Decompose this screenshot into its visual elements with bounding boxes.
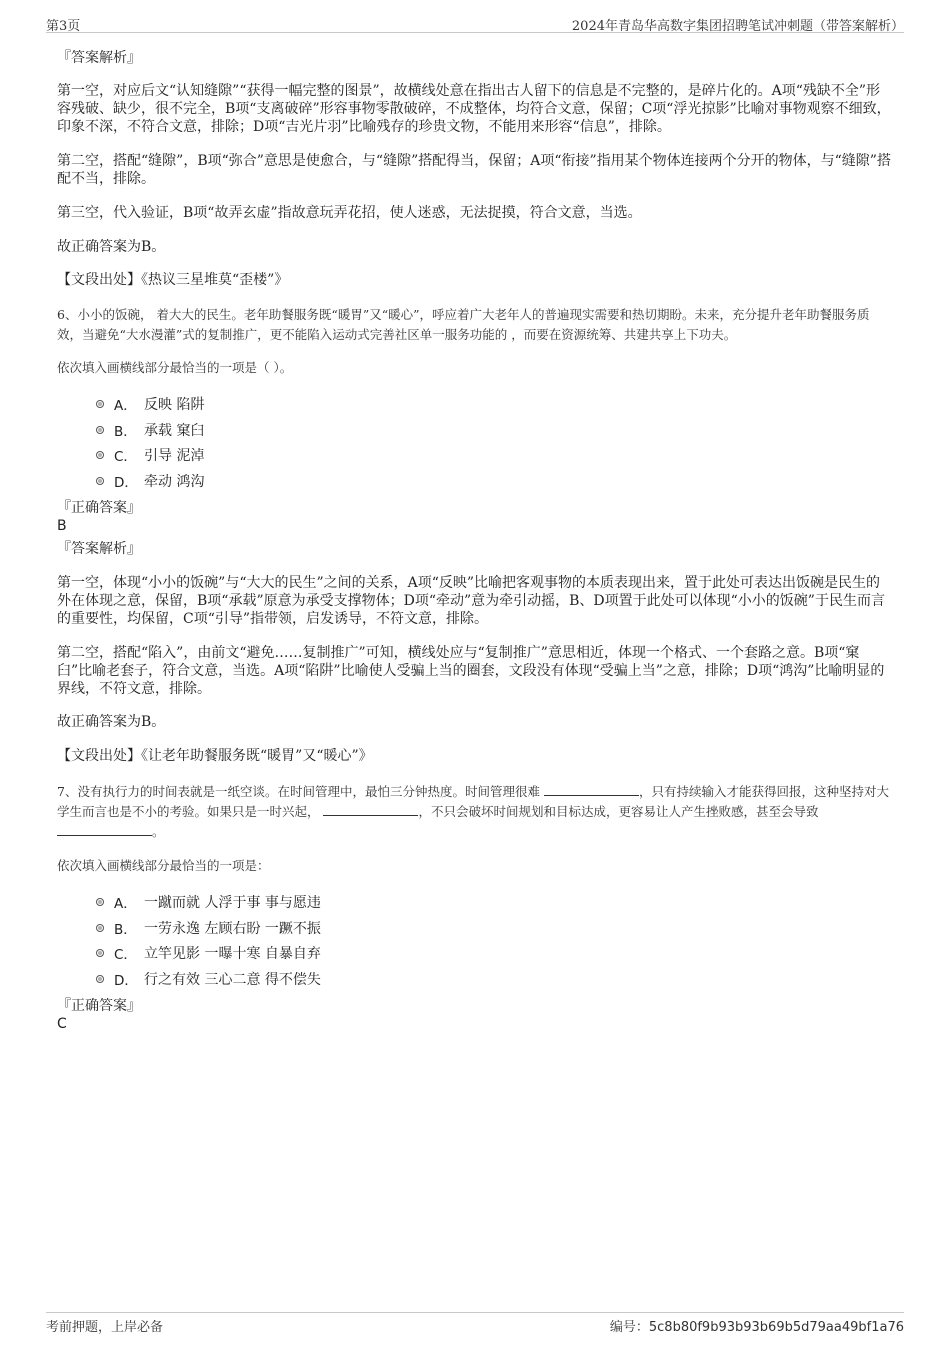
q6-source: 【文段出处】《让老年助餐服务既“暖胃”又“暖心”》 bbox=[57, 748, 373, 764]
option-letter: D． bbox=[114, 973, 138, 989]
q5-analysis-para2: 第二空，搭配“缝隙”，B项“弥合”意思是使愈合，与“缝隙”搭配得当，保留；A项“衔接”指用某个物体连接两个分开的物体，与“缝隙”搭配不当，排除。 bbox=[57, 153, 891, 187]
option-text: 行之有效 三心二意 得不偿失 bbox=[144, 972, 321, 988]
fill-blank bbox=[544, 783, 639, 796]
q6-analysis-para1: 第一空，体现“小小的饭碗”与“大大的民生”之间的关系，A项“反映”比喻把客观事物的本质表现出来，置于此处可表达出饭碗是民生的外在体现之意，保留，B项“承载”原意为承受支撑物体；D项“牵动”意为牵引动摇，B、D项置于此处可以体现“小小的饭碗”于民生而言的重要性，均保留，C项“引导”指带领，启发诱导，不符文意，排除。 bbox=[57, 575, 885, 627]
radio-icon[interactable] bbox=[96, 949, 104, 957]
q6-question: 6、小小的饭碗， 着大大的民生。老年助餐服务既“暖胃”又“暖心”，呼应着广大老年人的普遍现实需要和热切期盼。未来，充分提升老年助餐服务质效，当避免“大水漫灌”式的复制推广，更不能陷入运动式完善社区单一服务功能的 ，而要在资源统筹、共建共享上下功夫。 bbox=[57, 307, 870, 342]
q6-conclusion: 故正确答案为B。 bbox=[57, 714, 166, 730]
option-letter: D． bbox=[114, 475, 138, 491]
radio-icon[interactable] bbox=[96, 426, 104, 434]
q5-analysis-para1: 第一空，对应后文“认知缝隙”“获得一幅完整的图景”，故横线处意在指出古人留下的信息是不完整的，是碎片化的。A项“残缺不全”形容残破、缺少，很不完全，B项“支离破碎”形容事物零散破碎，不成整体，均符合文意，保留；C项“浮光掠影”比喻对事物观察不细致，印象不深，不符合文意，排除；D项“吉光片羽”比喻残存的珍贵文物，不能用来形容“信息”，排除。 bbox=[57, 83, 891, 135]
q7-question bbox=[57, 782, 892, 842]
option-letter: A． bbox=[114, 896, 137, 912]
q7-text-3: ，不只会破坏时间规划和目标达成，更容易让人产生挫败感，甚至会导致 bbox=[418, 804, 819, 819]
fill-blank bbox=[57, 823, 152, 836]
option-letter: B． bbox=[114, 424, 137, 440]
q6-answer: B bbox=[57, 518, 67, 534]
q7-text-4: 。 bbox=[152, 824, 165, 839]
radio-icon[interactable] bbox=[96, 975, 104, 983]
option-letter: A． bbox=[114, 398, 137, 414]
q7-prompt: 依次填入画横线部分最恰当的一项是： bbox=[57, 858, 270, 873]
q7-answer-title: 『正确答案』 bbox=[57, 998, 141, 1014]
option-letter: C． bbox=[114, 947, 137, 963]
page-header bbox=[46, 14, 904, 33]
code-label: 编号： bbox=[609, 1320, 649, 1335]
radio-icon[interactable] bbox=[96, 477, 104, 485]
q7-text-2: ，只有持续输入才能获得回报，这种坚持对大学生而言也是不小的考验。如果只是一时兴起， bbox=[57, 784, 889, 819]
option-text: 反映 陷阱 bbox=[144, 397, 205, 413]
document-title: 2024年青岛华高数字集团招聘笔试冲刺题（带答案解析） bbox=[571, 19, 904, 34]
option-text: 立竿见影 一曝十寒 自暴自弃 bbox=[144, 946, 321, 962]
footer-slogan: 考前押题，上岸必备 bbox=[46, 1320, 164, 1335]
document-code bbox=[610, 1316, 904, 1335]
option-letter: C． bbox=[114, 449, 137, 465]
code-value: 5c8b80f9b93b93b69b5d79aa49bf1a76 bbox=[648, 1320, 904, 1335]
radio-icon[interactable] bbox=[96, 400, 104, 408]
option-text: 承载 窠臼 bbox=[144, 423, 205, 439]
q5-source: 【文段出处】《热议三星堆莫“歪楼”》 bbox=[57, 272, 289, 288]
q5-analysis-title: 『答案解析』 bbox=[57, 50, 141, 66]
q7-answer: C bbox=[57, 1016, 67, 1032]
option-text: 一劳永逸 左顾右盼 一蹶不振 bbox=[144, 921, 321, 937]
q7-text-1: 7、没有执行力的时间表就是一纸空谈。在时间管理中，最怕三分钟热度。时间管理很难 bbox=[57, 784, 544, 799]
radio-icon[interactable] bbox=[96, 924, 104, 932]
q6-analysis-para2: 第二空，搭配“陷入”，由前文“避免……复制推广”可知，横线处应与“复制推广”意思相近，体现一个格式、一个套路之意。B项“窠臼”比喻老套子，符合文意，当选。A项“陷阱”比喻使人受骗上当的圈套，文段没有体现“受骗上当”之意，排除；D项“鸿沟”比喻明显的界线，不符文意，排除。 bbox=[57, 645, 885, 697]
option-text: 引导 泥淖 bbox=[144, 448, 205, 464]
q6-analysis-title: 『答案解析』 bbox=[57, 541, 141, 557]
q6-prompt: 依次填入画横线部分最恰当的一项是（ ）。 bbox=[57, 360, 293, 375]
option-letter: B． bbox=[114, 922, 137, 938]
radio-icon[interactable] bbox=[96, 451, 104, 459]
page-number: 第3页 bbox=[46, 19, 81, 34]
q6-answer-title: 『正确答案』 bbox=[57, 500, 141, 516]
q5-conclusion: 故正确答案为B。 bbox=[57, 239, 166, 255]
fill-blank bbox=[323, 803, 418, 816]
radio-icon[interactable] bbox=[96, 898, 104, 906]
option-text: 牵动 鸿沟 bbox=[144, 474, 205, 490]
q5-analysis-para3: 第三空，代入验证，B项“故弄玄虚”指故意玩弄花招，使人迷惑，无法捉摸，符合文意，当选。 bbox=[57, 205, 642, 221]
page-footer bbox=[46, 1312, 904, 1333]
option-text: 一蹴而就 人浮于事 事与愿违 bbox=[144, 895, 321, 911]
